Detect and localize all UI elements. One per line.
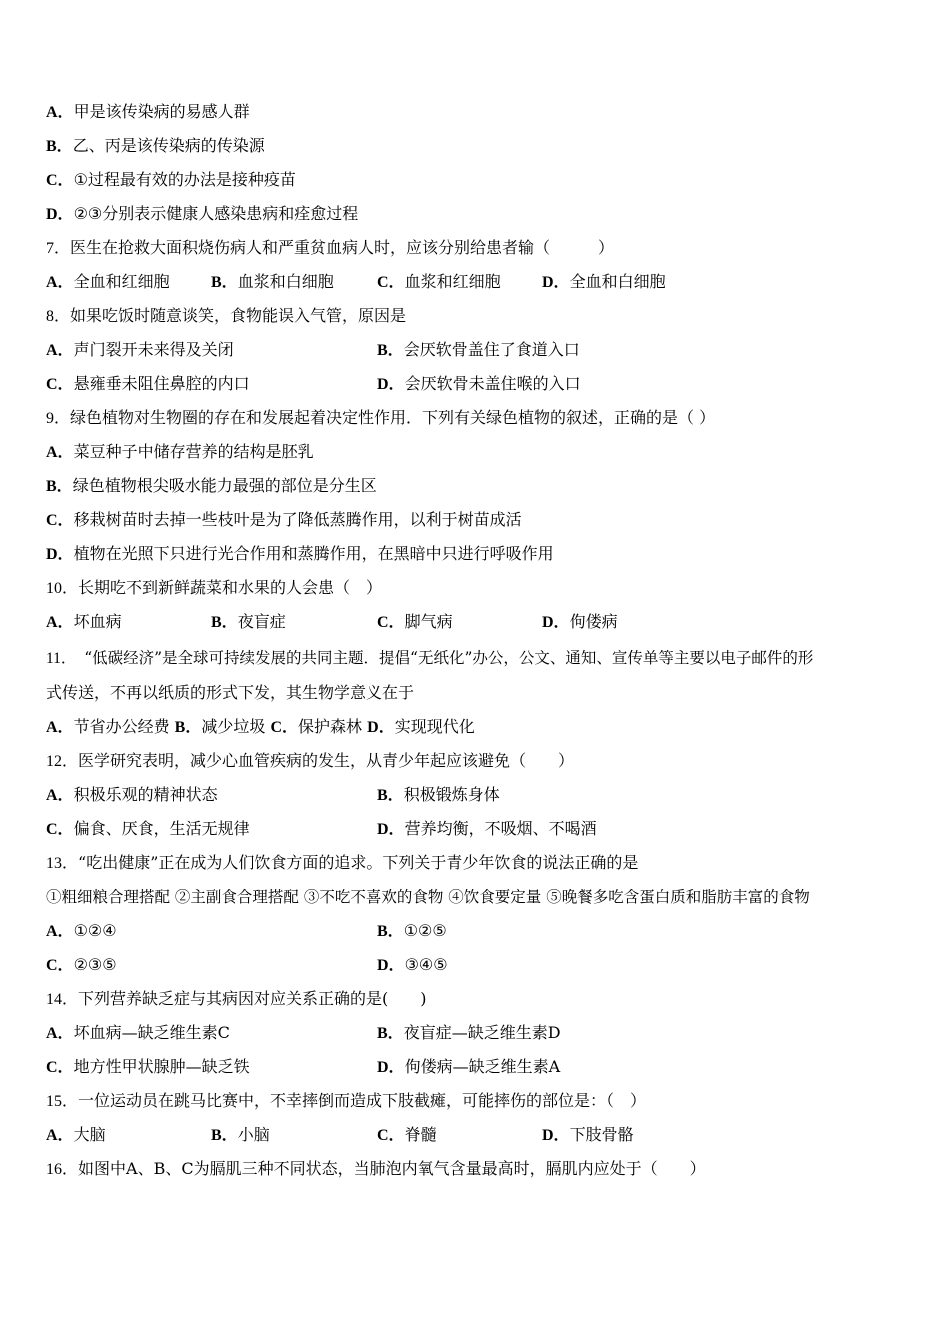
question-text: 如果吃饭时随意谈笑，食物能误入气管，原因是 [70, 306, 407, 325]
question-number: 12． [46, 753, 79, 770]
question-items: ①粗细粮合理搭配 ②主副食合理搭配 ③不吃不喜欢的食物 ④饮食要定量 ⑤晚餐多吃含蛋白质和脂肪丰富的食物 [46, 888, 810, 906]
q13-stem [46, 850, 638, 876]
question-text: “低碳经济”是全球可持续发展的共同主题．提倡“无纸化”办公，公文、通知、宣传单等主要以电子邮件的形 [68, 649, 814, 667]
q6-option-d [46, 201, 358, 227]
q8-option-c: C．悬雍垂未阻住鼻腔的内口 [46, 374, 250, 393]
question-text: 绿色植物对生物圈的存在和发展起着决定性作用．下列有关绿色植物的叙述，正确的是（ ） [70, 408, 716, 427]
option-label: B． [46, 138, 73, 155]
q14-options-row2 [46, 1054, 906, 1080]
q10-option-d: D．佝偻病 [542, 612, 618, 631]
q10-option-a: A．坏血病 [46, 612, 122, 631]
q11-options: A．节省办公经费 B．减少垃圾 C．保护森林 D．实现现代化 [46, 717, 475, 736]
q8-option-b: B．会厌软骨盖住了食道入口 [377, 340, 580, 359]
q8-option-d: D．会厌软骨未盖住喉的入口 [377, 374, 581, 393]
q14-option-d: D．佝偻病—缺乏维生素A [377, 1057, 561, 1076]
option-label: D． [46, 206, 74, 223]
question-text: 如图中A、B、C为膈肌三种不同状态，当肺泡内氧气含量最高时，膈肌内应处于（ ） [78, 1159, 706, 1178]
option-text: ②③分别表示健康人感染患病和痊愈过程 [73, 204, 359, 223]
q8-options-row1 [46, 337, 906, 363]
q10-option-b: B．夜盲症 [211, 612, 286, 631]
q9-option-a: A．菜豆种子中储存营养的结构是胚乳 [46, 442, 314, 461]
q9-option-d: D．植物在光照下只进行光合作用和蒸腾作用，在黑暗中只进行呼吸作用 [46, 544, 554, 563]
question-text: “吃出健康”正在成为人们饮食方面的追求。下列关于青少年饮食的说法正确的是 [78, 853, 639, 872]
q7-options [46, 269, 906, 295]
q8-options-row2 [46, 371, 906, 397]
question-number: 9． [46, 410, 71, 427]
q7-stem [46, 235, 614, 261]
q15-option-b: B．小脑 [211, 1125, 270, 1144]
q14-option-a: A．坏血病—缺乏维生素C [46, 1023, 230, 1042]
question-number: 15． [46, 1093, 79, 1110]
q14-option-c: C．地方性甲状腺肿—缺乏铁 [46, 1057, 250, 1076]
question-text: 长期吃不到新鲜蔬菜和水果的人会患（ ） [78, 578, 383, 597]
question-number: 8． [46, 308, 71, 325]
q10-option-c: C．脚气病 [377, 612, 453, 631]
option-label: A． [46, 104, 74, 121]
q14-option-b: B．夜盲症—缺乏维生素D [377, 1023, 561, 1042]
q13-option-b: B．①②⑤ [377, 921, 447, 940]
q12-options-row2 [46, 816, 906, 842]
question-text: 下列营养缺乏症与其病因对应关系正确的是( ) [78, 989, 427, 1008]
q11-stem-line1 [46, 645, 813, 671]
question-number: 14． [46, 991, 79, 1008]
q11-stem-line2 [46, 680, 414, 706]
q8-option-a: A．声门裂开未来得及关闭 [46, 340, 234, 359]
option-label: C． [46, 172, 74, 189]
q14-stem [46, 986, 427, 1012]
q6-option-b [46, 133, 265, 159]
q12-option-a: A．积极乐观的精神状态 [46, 785, 218, 804]
q12-option-d: D．营养均衡，不吸烟、不喝酒 [377, 819, 597, 838]
q10-options [46, 609, 906, 635]
q15-options [46, 1122, 906, 1148]
question-number: 7． [46, 240, 71, 257]
q13-option-d: D．③④⑤ [377, 955, 448, 974]
option-text: 乙、丙是该传染病的传染源 [72, 136, 265, 155]
q12-stem [46, 748, 574, 774]
q15-option-c: C．脊髓 [377, 1125, 437, 1144]
q6-option-c [46, 167, 296, 193]
q6-option-a [46, 99, 250, 125]
q15-option-d: D．下肢骨骼 [542, 1125, 634, 1144]
q10-stem [46, 575, 382, 601]
question-number: 11． [46, 650, 69, 667]
option-text: ①过程最有效的办法是接种疫苗 [73, 170, 296, 189]
q9-option-b: B．绿色植物根尖吸水能力最强的部位是分生区 [46, 476, 377, 495]
q12-option-c: C．偏食、厌食，生活无规律 [46, 819, 250, 838]
q12-options-row1 [46, 782, 906, 808]
q13-option-c: C．②③⑤ [46, 955, 117, 974]
q15-stem [46, 1088, 646, 1114]
question-text-continued: 式传送，不再以纸质的形式下发，其生物学意义在于 [46, 683, 415, 702]
q8-stem [46, 303, 406, 329]
q7-option-a: A．全血和红细胞 [46, 272, 170, 291]
question-text: 医学研究表明，减少心血管疾病的发生，从青少年起应该避免（ ） [78, 751, 575, 770]
question-number: 10． [46, 580, 79, 597]
q7-option-c: C．血浆和红细胞 [377, 272, 501, 291]
q14-options-row1 [46, 1020, 906, 1046]
q7-option-b: B．血浆和白细胞 [211, 272, 334, 291]
q13-option-a: A．①②④ [46, 921, 117, 940]
q9-option-c: C．移栽树苗时去掉一些枝叶是为了降低蒸腾作用，以利于树苗成活 [46, 510, 522, 529]
question-text: 医生在抢救大面积烧伤病人和严重贫血病人时，应该分别给患者输（ ） [70, 238, 615, 257]
q13-options-row1 [46, 918, 906, 944]
question-number: 16． [46, 1161, 79, 1178]
option-text: 甲是该传染病的易感人群 [73, 102, 250, 121]
q13-items [46, 884, 810, 910]
q9-stem [46, 405, 715, 431]
question-number: 13． [46, 855, 79, 872]
q13-options-row2 [46, 952, 906, 978]
question-text: 一位运动员在跳马比赛中，不幸摔倒而造成下肢截瘫，可能摔伤的部位是：（ ） [78, 1091, 647, 1110]
q12-option-b: B．积极锻炼身体 [377, 785, 500, 804]
q7-option-d: D．全血和白细胞 [542, 272, 666, 291]
q15-option-a: A．大脑 [46, 1125, 106, 1144]
q16-stem [46, 1156, 706, 1182]
